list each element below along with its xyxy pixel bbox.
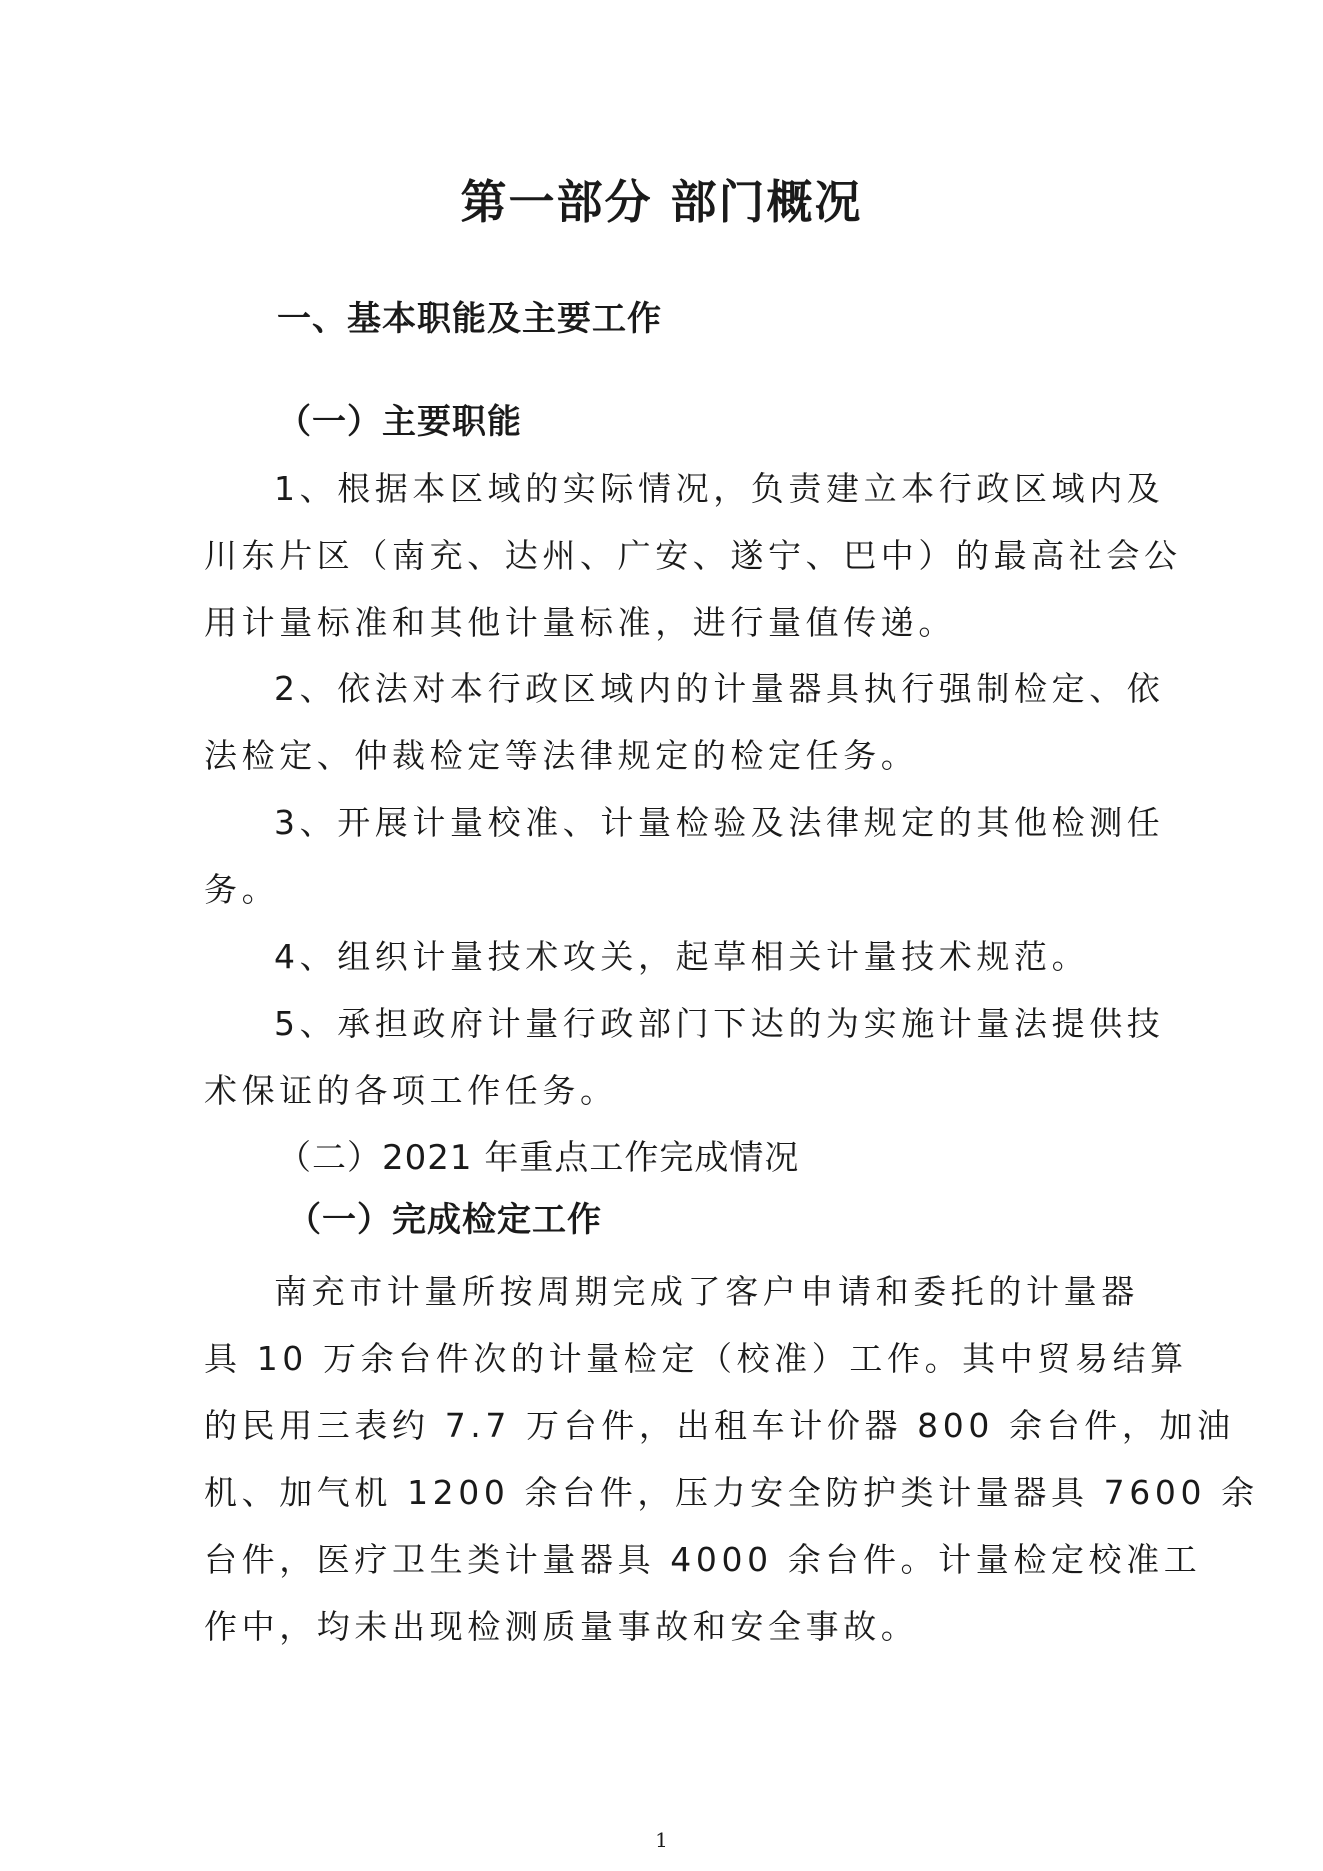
paragraph-line: 台件，医疗卫生类计量器具 4000 余台件。计量检定校准工: [204, 1540, 1202, 1579]
paragraph-line: 3、开展计量校准、计量检验及法律规定的其他检测任: [274, 803, 1165, 842]
paragraph-line: 5、承担政府计量行政部门下达的为实施计量法提供技: [274, 1004, 1165, 1043]
page-number: 1: [655, 1828, 668, 1852]
paragraph-line: 川东片区（南充、达州、广安、遂宁、巴中）的最高社会公: [204, 536, 1182, 575]
paragraph-line: 机、加气机 1200 余台件，压力安全防护类计量器具 7600 余: [204, 1473, 1259, 1512]
paragraph-line: 术保证的各项工作任务。: [204, 1071, 618, 1110]
subsection-main-functions: （一）主要职能: [277, 402, 522, 442]
subsection-verification: （一）完成检定工作: [287, 1200, 602, 1240]
paragraph-line: 4、组织计量技术攻关，起草相关计量技术规范。: [274, 937, 1090, 976]
section-heading: 一、基本职能及主要工作: [277, 299, 662, 339]
paragraph-line: 用计量标准和其他计量标准，进行量值传递。: [204, 603, 956, 642]
paragraph-line: 的民用三表约 7.7 万台件，出租车计价器 800 余台件，加油: [204, 1406, 1235, 1445]
paragraph-line: 法检定、仲裁检定等法律规定的检定任务。: [204, 736, 919, 775]
paragraph-line: 作中，均未出现检测质量事故和安全事故。: [204, 1607, 919, 1646]
subsection-2021-work: （二）2021 年重点工作完成情况: [277, 1138, 800, 1178]
paragraph-line: 1、根据本区域的实际情况，负责建立本行政区域内及: [274, 469, 1165, 508]
paragraph-line: 务。: [204, 870, 280, 909]
paragraph-line: 南充市计量所按周期完成了客户申请和委托的计量器: [274, 1272, 1139, 1311]
page-title: 第一部分 部门概况: [460, 175, 863, 229]
paragraph-line: 具 10 万余台件次的计量检定（校准）工作。其中贸易结算: [204, 1339, 1188, 1378]
paragraph-line: 2、依法对本行政区域内的计量器具执行强制检定、依: [274, 669, 1165, 708]
